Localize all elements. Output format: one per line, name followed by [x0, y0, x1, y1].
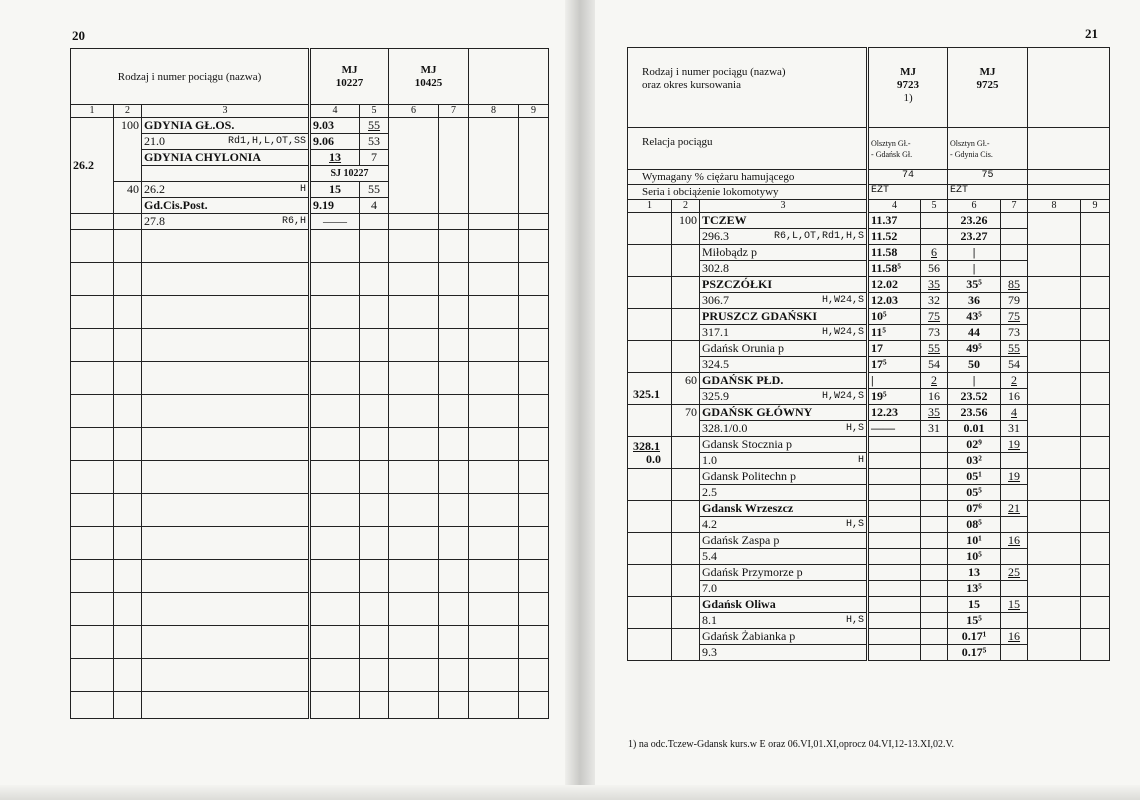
arr-time-9725: 49⁵	[948, 341, 1001, 357]
arr-time-9725: 0.17¹	[948, 629, 1001, 645]
train-number: 9723	[897, 79, 920, 91]
arr-note-9725: 19	[1001, 469, 1028, 485]
arr-time-9725: 23.26	[948, 213, 1001, 229]
arr-time-9723: 17	[868, 341, 921, 357]
dep-note-9725	[1001, 613, 1028, 629]
arr-time-9723: 11.37	[868, 213, 921, 229]
dep-time-9725: 23.52	[948, 389, 1001, 405]
page-bottom-shade	[0, 785, 1140, 800]
arr-note-9725	[1001, 213, 1028, 229]
dep-time-9725: 36	[948, 293, 1001, 309]
dep-time-9723	[868, 517, 921, 533]
dep-time: 15	[310, 182, 360, 198]
table-row	[71, 214, 549, 230]
dep-note-9723: 32	[921, 293, 948, 309]
table-row	[628, 405, 1110, 421]
dep-time-9723: 11.58⁵	[868, 261, 921, 277]
speed-cell: 60	[672, 373, 700, 389]
arr-time-9725: 10¹	[948, 533, 1001, 549]
table-row	[628, 533, 1110, 549]
arr-note-9725: 15	[1001, 597, 1028, 613]
arr-time-9723: 10⁵	[868, 309, 921, 325]
dep-note: 55	[360, 182, 389, 198]
table-row	[628, 341, 1110, 357]
col-num: 7	[439, 105, 469, 118]
arr-time-9723: 11.58	[868, 245, 921, 261]
footnote: 1) na odc.Tczew-Gdansk kurs.w E oraz 06.VI,01.XI,oprocz 04.VI,12-13.XI,02.V.	[628, 739, 954, 750]
dep-note-9723: 31	[921, 421, 948, 437]
dep-note-9725	[1001, 261, 1028, 277]
station-codes: H	[300, 184, 307, 195]
arr-time-9723	[868, 533, 921, 549]
header-label-line: oraz okres kursowania	[642, 79, 741, 91]
col-num: 5	[921, 200, 948, 213]
arr-note: 7	[360, 150, 389, 166]
station-km: 302.8	[702, 261, 729, 275]
dep-note: 53	[360, 134, 389, 150]
loco-value: EZT	[948, 185, 1028, 200]
speed-cell	[672, 597, 700, 613]
table-row	[628, 229, 1110, 245]
station-km: 2.5	[702, 485, 717, 499]
station-codes: R6,L,OT,Rd1,H,S	[774, 231, 865, 242]
arr-time: 13	[310, 150, 360, 166]
station-km: 7.0	[702, 581, 717, 595]
col-num: 7	[1001, 200, 1028, 213]
speed-cell	[672, 277, 700, 293]
table-row	[628, 469, 1110, 485]
relation-9723	[868, 128, 948, 170]
arr-note-9725: 19	[1001, 437, 1028, 453]
dep-time-9723: 11.52	[868, 229, 921, 245]
station-codes: H,S	[846, 615, 865, 626]
arr-note-9723: 35	[921, 405, 948, 421]
station-km: 27.8	[144, 214, 165, 228]
station-km: 324.5	[702, 357, 729, 371]
brake-label: Wymagany % ciężaru hamującego	[628, 170, 868, 185]
table-row	[628, 213, 1110, 229]
speed-cell	[672, 629, 700, 645]
station-codes: R6,H	[282, 216, 307, 227]
arr-time-9723	[868, 501, 921, 517]
dep-time-9725: 15⁵	[948, 613, 1001, 629]
dep-note-9725: 73	[1001, 325, 1028, 341]
dep-time-9723	[868, 581, 921, 597]
arr-note-9723: 75	[921, 309, 948, 325]
station-km: 21.0	[144, 134, 165, 148]
col-num: 4	[868, 200, 921, 213]
station-km: 306.7	[702, 293, 729, 307]
train-type: MJ	[341, 63, 358, 76]
speed-cell: 70	[672, 405, 700, 421]
arr-time-9725: 13	[948, 565, 1001, 581]
relation-label: Relacja pociągu	[628, 128, 868, 170]
dep-time-9723: 11⁵	[868, 325, 921, 341]
arr-time-9725: 15	[948, 597, 1001, 613]
dep-time-9723: 17⁵	[868, 357, 921, 373]
km-marker: 0.0	[646, 452, 661, 466]
header-label-line: Rodzaj i numer pociągu (nazwa)	[642, 66, 786, 78]
dep-time-9725: 08⁵	[948, 517, 1001, 533]
arr-time-9723: |	[868, 373, 921, 389]
dep-note-9723	[921, 549, 948, 565]
col-num: 3	[700, 200, 868, 213]
col-num: 9	[519, 105, 549, 118]
col-num: 1	[71, 105, 114, 118]
train-type: MJ	[979, 66, 996, 78]
dep-note-9723	[921, 453, 948, 469]
speed-cell: 40	[114, 182, 142, 214]
col-num: 2	[114, 105, 142, 118]
dep-time-9725: 50	[948, 357, 1001, 373]
train-9723-header	[868, 48, 948, 128]
arr-time-9725: |	[948, 245, 1001, 261]
station-name: GDAŃSK PŁD.	[700, 373, 868, 389]
table-row	[628, 597, 1110, 613]
speed-cell	[672, 437, 700, 453]
arr-note-9723	[921, 213, 948, 229]
station-name: PSZCZÓŁKI	[700, 277, 868, 293]
dep-time-9723: 19⁵	[868, 389, 921, 405]
empty-header	[1028, 48, 1110, 128]
dep-note-9723	[921, 485, 948, 501]
dep-time-9725: 0.01	[948, 421, 1001, 437]
dep-time-9723: 12.03	[868, 293, 921, 309]
arr-note-9723: 2	[921, 373, 948, 389]
speed-cell	[672, 469, 700, 485]
dep-note-9725: 31	[1001, 421, 1028, 437]
speed-cell	[672, 565, 700, 581]
station-name: Gd.Cis.Post.	[142, 198, 310, 214]
dep-note-9725: 54	[1001, 357, 1028, 373]
arr-note: 4	[360, 198, 389, 214]
arr-note-9725: 16	[1001, 629, 1028, 645]
speed-cell	[672, 245, 700, 261]
book-gutter	[565, 0, 595, 800]
empty-header	[469, 49, 549, 105]
table-row	[628, 325, 1110, 341]
dep-time-9725: 13⁵	[948, 581, 1001, 597]
station-codes: H,S	[846, 423, 865, 434]
table-row	[628, 261, 1110, 277]
dep-time-9725: |	[948, 261, 1001, 277]
speed-cell	[672, 309, 700, 325]
arr-note-9723	[921, 469, 948, 485]
table-row	[628, 581, 1110, 597]
dep-note-9723	[921, 613, 948, 629]
train-number: 10425	[414, 76, 443, 89]
arr-time-9725: |	[948, 373, 1001, 389]
table-row	[628, 645, 1110, 661]
table-row	[628, 565, 1110, 581]
station-km: 26.2	[144, 182, 165, 196]
header-train-label: Rodzaj i numer pociągu (nazwa)	[71, 49, 310, 105]
train-type: MJ	[900, 66, 916, 78]
table-row	[628, 245, 1110, 261]
dep-time-9723	[868, 485, 921, 501]
dep-note-9725: 16	[1001, 389, 1028, 405]
station-codes: H	[858, 455, 865, 466]
loco-value: EZT	[868, 185, 948, 200]
arr-time-9723	[868, 597, 921, 613]
station-name: Gdansk Stocznia p	[700, 437, 868, 453]
station-name: PRUSZCZ GDAŃSKI	[700, 309, 868, 325]
station-km: 8.1	[702, 613, 717, 627]
km-marker: 325.1	[633, 387, 660, 401]
col-num: 1	[628, 200, 672, 213]
station-name: Gdańsk Żabianka p	[700, 629, 868, 645]
dep-time-9723	[868, 453, 921, 469]
col-num: 3	[142, 105, 310, 118]
dep-time: ——	[310, 214, 360, 230]
dep-note-9725: 79	[1001, 293, 1028, 309]
col-num: 2	[672, 200, 700, 213]
table-row	[628, 309, 1110, 325]
dep-note-9723	[921, 645, 948, 661]
arr-note-9725	[1001, 245, 1028, 261]
right-timetable	[627, 47, 1110, 661]
station-km: 325.9	[702, 389, 729, 403]
service-label: SJ 10227	[310, 166, 389, 182]
col-num: 8	[469, 105, 519, 118]
speed-cell	[672, 533, 700, 549]
station-name: GDYNIA GŁ.OS.	[142, 118, 310, 134]
brake-value: 75	[948, 170, 1028, 185]
station-codes: H,W24,S	[822, 295, 865, 306]
arr-time-9725: 05¹	[948, 469, 1001, 485]
speed-cell: 100	[114, 118, 142, 182]
table-row	[628, 373, 1110, 389]
relation-to: - Gdańsk Gł.	[871, 150, 913, 159]
table-row	[628, 629, 1110, 645]
dep-time-9723: ——	[868, 421, 921, 437]
station-km: 296.3	[702, 229, 729, 243]
arr-note-9723	[921, 565, 948, 581]
dep-note-9723	[921, 581, 948, 597]
arr-note-9723	[921, 597, 948, 613]
dep-time-9725: 10⁵	[948, 549, 1001, 565]
dep-time-9725: 05⁵	[948, 485, 1001, 501]
table-row	[628, 389, 1110, 405]
dep-note-9723	[921, 229, 948, 245]
loco-label: Seria i obciążenie lokomotywy	[628, 185, 868, 200]
dep-note-9725	[1001, 549, 1028, 565]
arr-time: 9.03	[310, 118, 360, 134]
station-codes: H,S	[846, 519, 865, 530]
col-num: 4	[310, 105, 360, 118]
station-name: GDYNIA CHYLONIA	[142, 150, 310, 166]
relation-from: Olsztyn Gł.-	[950, 139, 990, 148]
train-number: 10227	[335, 76, 364, 89]
arr-note-9723	[921, 629, 948, 645]
table-row	[628, 293, 1110, 309]
relation-to: - Gdynia Cis.	[950, 150, 993, 159]
arr-time-9725: 35⁵	[948, 277, 1001, 293]
arr-time-9723	[868, 469, 921, 485]
dep-note-9723: 73	[921, 325, 948, 341]
dep-note-9723: 56	[921, 261, 948, 277]
dep-time: 9.06	[310, 134, 360, 150]
table-row	[628, 453, 1110, 469]
train-note: 1)	[903, 92, 913, 104]
train-number: 9725	[976, 79, 999, 91]
station-name: Gdansk Politechn p	[700, 469, 868, 485]
arr-time-9725: 02⁹	[948, 437, 1001, 453]
station-codes: H,W24,S	[822, 391, 865, 402]
arr-note-9723: 55	[921, 341, 948, 357]
table-row	[628, 421, 1110, 437]
arr-note-9725: 25	[1001, 565, 1028, 581]
station-km: 328.1/0.0	[702, 421, 748, 435]
arr-note-9723: 6	[921, 245, 948, 261]
dep-note-9723: 54	[921, 357, 948, 373]
dep-note-9725	[1001, 645, 1028, 661]
arr-time-9723: 12.23	[868, 405, 921, 421]
km-marker: 26.2	[71, 118, 114, 214]
arr-note-9723	[921, 533, 948, 549]
brake-value: 74	[868, 170, 948, 185]
station-name: Miłobądz p	[700, 245, 868, 261]
arr-note-9723: 35	[921, 277, 948, 293]
dep-time-9725: 23.27	[948, 229, 1001, 245]
col-num: 6	[389, 105, 439, 118]
table-row	[628, 613, 1110, 629]
col-num: 9	[1081, 200, 1110, 213]
arr-time-9725: 23.56	[948, 405, 1001, 421]
dep-time-9725: 44	[948, 325, 1001, 341]
table-row	[628, 357, 1110, 373]
arr-time: 9.19	[310, 198, 360, 214]
train-type: MJ	[420, 63, 437, 76]
arr-time-9723	[868, 565, 921, 581]
station-name: Gdańsk Przymorze p	[700, 565, 868, 581]
column-numbers	[628, 200, 1110, 213]
train-10425-header	[389, 49, 469, 105]
header-train-label	[628, 48, 868, 128]
station-km: 4.2	[702, 517, 717, 531]
train-9725-header	[948, 48, 1028, 128]
arr-note-9723	[921, 501, 948, 517]
table-row	[628, 437, 1110, 453]
col-num: 5	[360, 105, 389, 118]
table-row	[628, 501, 1110, 517]
col-num: 6	[948, 200, 1001, 213]
table-row	[71, 118, 549, 134]
station-km: 9.3	[702, 645, 717, 659]
arr-note-9725: 21	[1001, 501, 1028, 517]
arr-note-9725: 4	[1001, 405, 1028, 421]
arr-note: 55	[360, 118, 389, 134]
arr-note-9723	[921, 437, 948, 453]
arr-note-9725: 16	[1001, 533, 1028, 549]
arr-note-9725: 85	[1001, 277, 1028, 293]
arr-time-9725: 07⁶	[948, 501, 1001, 517]
station-name: Gdańsk Orunia p	[700, 341, 868, 357]
arr-time-9725: 43⁵	[948, 309, 1001, 325]
right-station-rows	[628, 213, 1110, 661]
column-numbers	[71, 105, 549, 118]
station-name: Gdańsk Oliwa	[700, 597, 868, 613]
station-km: 317.1	[702, 325, 729, 339]
table-row	[628, 485, 1110, 501]
arr-time-9723	[868, 629, 921, 645]
left-page-number: 20	[72, 28, 85, 43]
dep-note-9725	[1001, 229, 1028, 245]
dep-note-9725	[1001, 453, 1028, 469]
table-row	[628, 517, 1110, 533]
dep-time-9723	[868, 549, 921, 565]
col-num: 8	[1028, 200, 1081, 213]
dep-note-9725	[1001, 581, 1028, 597]
speed-cell: 100	[672, 213, 700, 229]
dep-note-9725	[1001, 485, 1028, 501]
relation-from: Olsztyn Gł.-	[871, 139, 911, 148]
station-name: GDAŃSK GŁÓWNY	[700, 405, 868, 421]
arr-note-9725: 75	[1001, 309, 1028, 325]
speed-cell	[672, 341, 700, 357]
arr-note-9725: 55	[1001, 341, 1028, 357]
station-name: Gdansk Wrzeszcz	[700, 501, 868, 517]
arr-time-9723: 12.02	[868, 277, 921, 293]
dep-time-9725: 0.17⁵	[948, 645, 1001, 661]
relation-9725	[948, 128, 1028, 170]
station-name: Gdańsk Zaspa p	[700, 533, 868, 549]
dep-time-9723	[868, 613, 921, 629]
table-row	[628, 277, 1110, 293]
dep-note-9723	[921, 517, 948, 533]
station-codes: Rd1,H,L,OT,SS	[228, 136, 307, 147]
arr-note-9725: 2	[1001, 373, 1028, 389]
speed-cell	[672, 501, 700, 517]
station-codes: H,W24,S	[822, 327, 865, 338]
dep-time-9723	[868, 645, 921, 661]
right-page-number: 21	[1085, 26, 1098, 41]
left-timetable	[70, 48, 549, 719]
station-name: TCZEW	[700, 213, 868, 229]
station-km: 5.4	[702, 549, 717, 563]
station-km: 1.0	[702, 453, 717, 467]
km-marker: 328.1	[633, 439, 660, 453]
table-row	[628, 549, 1110, 565]
dep-note-9723: 16	[921, 389, 948, 405]
arr-time-9723	[868, 437, 921, 453]
train-10227-header	[310, 49, 389, 105]
dep-note-9725	[1001, 517, 1028, 533]
dep-time-9725: 03²	[948, 453, 1001, 469]
